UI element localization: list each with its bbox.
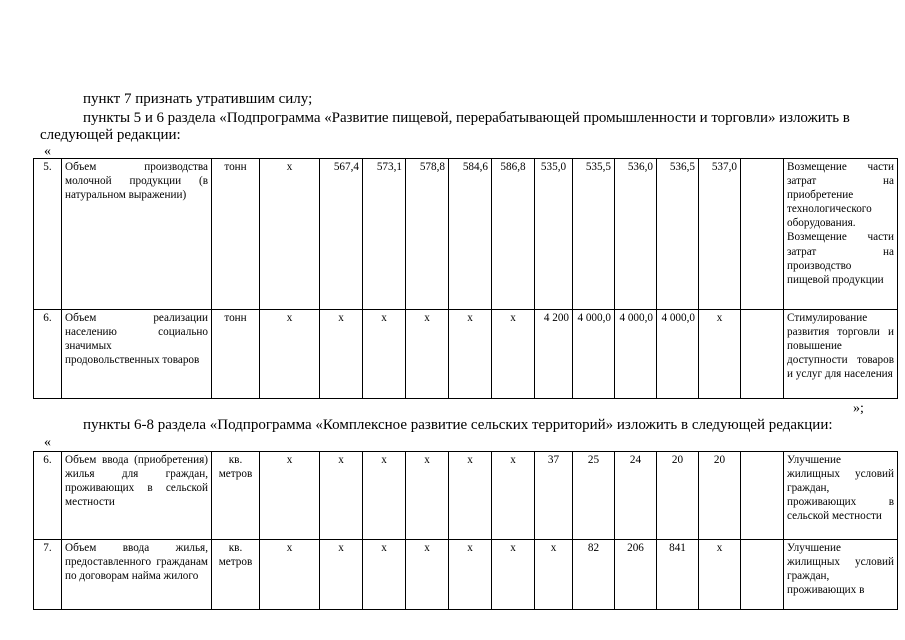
- value-cell: х: [406, 310, 449, 399]
- paragraph-items-6-8-intro: пункты 6-8 раздела «Подпрограмма «Комплексное развитие сельских территорий» изложить в следующей редакции:: [83, 417, 833, 433]
- opening-quote-1: «: [44, 144, 51, 159]
- value-cell: х: [406, 540, 449, 610]
- value-cell: 4 200: [535, 310, 573, 399]
- value-cell: х: [320, 452, 363, 540]
- value-cell: 578,8: [406, 159, 449, 310]
- value-cell: х: [699, 310, 741, 399]
- measure-description: Улучшение жилищных условий граждан, проживающих в сельской местности: [784, 452, 898, 540]
- value-cell: х: [449, 452, 492, 540]
- value-cell: 25: [573, 452, 615, 540]
- value-cell: 206: [615, 540, 657, 610]
- value-cell: х: [363, 540, 406, 610]
- value-cell: 24: [615, 452, 657, 540]
- value-cell: х: [492, 310, 535, 399]
- value-cell: 841: [657, 540, 699, 610]
- closing-quote-1: »;: [853, 401, 864, 416]
- value-cell: [741, 159, 784, 310]
- value-cell: [741, 452, 784, 540]
- value-cell: 584,6: [449, 159, 492, 310]
- value-cell: х: [260, 159, 320, 310]
- value-cell: х: [406, 452, 449, 540]
- value-cell: х: [449, 310, 492, 399]
- value-cell: 37: [535, 452, 573, 540]
- unit-cell: тонн: [212, 159, 260, 310]
- unit-cell: кв. метров: [212, 540, 260, 610]
- value-cell: 82: [573, 540, 615, 610]
- value-cell: х: [363, 452, 406, 540]
- indicator-name: Объем ввода жилья, предоставленного гражданам по договорам найма жилого: [62, 540, 212, 610]
- value-cell: 535,0: [535, 159, 573, 310]
- value-cell: х: [492, 540, 535, 610]
- value-cell: 537,0: [699, 159, 741, 310]
- table-row: [34, 310, 898, 399]
- value-cell: 535,5: [573, 159, 615, 310]
- table-row: [34, 452, 898, 540]
- value-cell: 536,5: [657, 159, 699, 310]
- value-cell: х: [320, 540, 363, 610]
- paragraph-items-5-6-intro: пункты 5 и 6 раздела «Подпрограмма «Развитие пищевой, перерабатывающей промышленности и торговли» изложить в: [83, 110, 850, 126]
- value-cell: 4 000,0: [657, 310, 699, 399]
- paragraph-item-7-repealed: пункт 7 признать утратившим силу;: [83, 91, 313, 107]
- table-row: [34, 159, 898, 310]
- food-industry-table: [33, 158, 898, 399]
- value-cell: 20: [699, 452, 741, 540]
- rural-development-table: [33, 451, 898, 610]
- value-cell: х: [492, 452, 535, 540]
- unit-cell: тонн: [212, 310, 260, 399]
- table-row: [34, 540, 898, 610]
- measure-description: Возмещение части затрат на приобретение технологического оборудования. Возмещение части затрат на производство пищевой продукции: [784, 159, 898, 310]
- measure-description: Улучшение жилищных условий граждан, проживающих в: [784, 540, 898, 610]
- indicator-name: Объем производства молочной продукции (в натуральном выражении): [62, 159, 212, 310]
- value-cell: 586,8: [492, 159, 535, 310]
- value-cell: 4 000,0: [573, 310, 615, 399]
- opening-quote-2: «: [44, 435, 51, 450]
- value-cell: 4 000,0: [615, 310, 657, 399]
- value-cell: х: [260, 310, 320, 399]
- value-cell: 567,4: [320, 159, 363, 310]
- value-cell: х: [699, 540, 741, 610]
- value-cell: [741, 540, 784, 610]
- indicator-name: Объем реализации населению социально значимых продовольственных товаров: [62, 310, 212, 399]
- measure-description: Стимулирование развития торговли и повышение доступности товаров и услуг для населения: [784, 310, 898, 399]
- row-number: 5.: [34, 159, 62, 310]
- value-cell: х: [260, 452, 320, 540]
- value-cell: [741, 310, 784, 399]
- value-cell: 20: [657, 452, 699, 540]
- value-cell: х: [363, 310, 406, 399]
- row-number: 7.: [34, 540, 62, 610]
- row-number: 6.: [34, 310, 62, 399]
- paragraph-items-5-6-intro-cont: следующей редакции:: [40, 127, 181, 143]
- value-cell: 573,1: [363, 159, 406, 310]
- value-cell: х: [449, 540, 492, 610]
- value-cell: х: [320, 310, 363, 399]
- value-cell: х: [535, 540, 573, 610]
- value-cell: 536,0: [615, 159, 657, 310]
- row-number: 6.: [34, 452, 62, 540]
- indicator-name: Объем ввода (приобретения) жилья для граждан, проживающих в сельской местности: [62, 452, 212, 540]
- unit-cell: кв. метров: [212, 452, 260, 540]
- value-cell: х: [260, 540, 320, 610]
